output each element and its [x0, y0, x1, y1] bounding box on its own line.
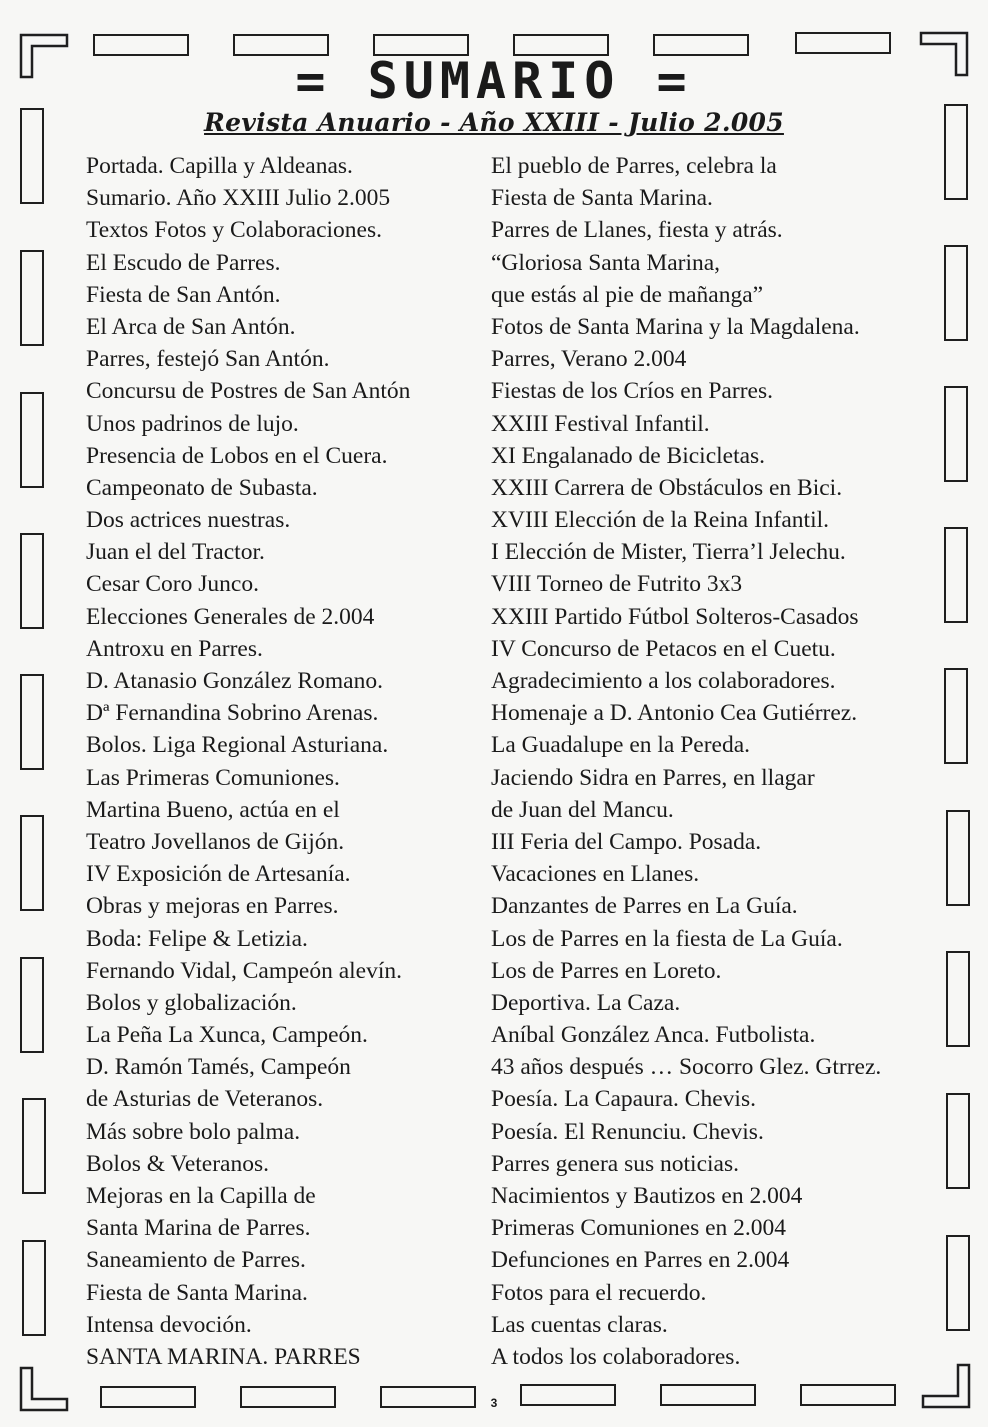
contents-entry: Antroxu en Parres.	[86, 635, 263, 662]
contents-entry: Parres de Llanes, fiesta y atrás.	[491, 217, 783, 244]
contents-entry: Boda: Felipe & Letizia.	[86, 925, 308, 952]
border-box	[944, 527, 968, 623]
contents-entry: Saneamiento de Parres.	[86, 1247, 306, 1274]
contents-entry: I Elección de Mister, Tierra’l Jelechu.	[491, 539, 846, 566]
page-title: = SUMARIO =	[295, 52, 693, 110]
border-box	[22, 1240, 46, 1336]
contents-entry: Aníbal González Anca. Futbolista.	[491, 1022, 816, 1049]
contents-entry: Fiesta de Santa Marina.	[86, 1279, 308, 1306]
border-box	[944, 245, 968, 341]
contents-entry: “Gloriosa Santa Marina,	[491, 249, 721, 276]
page-number: 3	[490, 1396, 498, 1410]
contents-entry: Fiesta de San Antón.	[86, 281, 281, 308]
contents-entry: Parres, Verano 2.004	[491, 346, 687, 373]
contents-entry: La Guadalupe en la Pereda.	[491, 732, 751, 759]
contents-entry: Las Primeras Comuniones.	[86, 764, 340, 791]
contents-entry: La Peña La Xunca, Campeón.	[86, 1022, 368, 1049]
border-box	[20, 392, 44, 488]
contents-entry: Textos Fotos y Colaboraciones.	[86, 217, 382, 244]
contents-entry: Santa Marina de Parres.	[86, 1215, 311, 1242]
contents-entry: Fiesta de Santa Marina.	[491, 185, 713, 212]
contents-entry: SANTA MARINA. PARRES	[86, 1343, 361, 1370]
contents-entry: Los de Parres en Loreto.	[491, 957, 722, 984]
contents-entry: Juan el del Tractor.	[86, 539, 265, 566]
contents-entry: IV Exposición de Artesanía.	[86, 861, 351, 888]
contents-entry: Poesía. La Capaura. Chevis.	[491, 1086, 756, 1113]
contents-entry: Cesar Coro Junco.	[86, 571, 259, 598]
contents-entry: Presencia de Lobos en el Cuera.	[86, 442, 388, 469]
border-box	[20, 815, 44, 911]
border-box	[946, 810, 970, 906]
contents-entry: Parres, festejó San Antón.	[86, 346, 330, 373]
border-box	[946, 1235, 970, 1331]
contents-entry: XI Engalanado de Bicicletas.	[491, 442, 766, 469]
contents-entry: Nacimientos y Bautizos en 2.004	[491, 1183, 803, 1209]
contents-entry: El Escudo de Parres.	[86, 249, 281, 276]
contents-entry: Obras y mejoras en Parres.	[86, 893, 339, 920]
contents-left-column	[86, 150, 410, 1373]
contents-entry: Defunciones en Parres en 2.004	[491, 1247, 790, 1274]
contents-entry: Dª Fernandina Sobrino Arenas.	[86, 700, 379, 727]
border-box	[22, 1098, 46, 1194]
contents-entry: Elecciones Generales de 2.004	[86, 603, 375, 630]
border-box	[20, 674, 44, 770]
border-box	[946, 1093, 970, 1189]
border-box	[944, 386, 968, 482]
border-box	[20, 250, 44, 346]
contents-entry: Unos padrinos de lujo.	[86, 410, 299, 437]
contents-entry: VIII Torneo de Futrito 3x3	[491, 571, 743, 598]
page-subtitle: Revista Anuario - Año XXIII - Julio 2.005	[204, 108, 784, 137]
contents-entry: Bolos. Liga Regional Asturiana.	[86, 732, 389, 759]
contents-entry: Dos actrices nuestras.	[86, 507, 291, 534]
contents-entry: de Juan del Mancu.	[491, 796, 674, 823]
contents-entry: XXIII Partido Fútbol Solteros-Casados	[491, 603, 859, 630]
border-box	[944, 668, 968, 764]
contents-entry: El pueblo de Parres, celebra la	[491, 153, 777, 179]
border-box	[20, 533, 44, 629]
contents-entry: Fotos de Santa Marina y la Magdalena.	[491, 313, 860, 340]
contents-entry: Las cuentas claras.	[491, 1311, 668, 1338]
contents-entry: Mejoras en la Capilla de	[86, 1183, 316, 1209]
contents-entry: XVIII Elección de la Reina Infantil.	[491, 507, 829, 534]
contents-entry: IV Concurso de Petacos en el Cuetu.	[491, 635, 836, 662]
contents-entry: XXIII Festival Infantil.	[491, 410, 710, 437]
contents-entry: Homenaje a D. Antonio Cea Gutiérrez.	[491, 700, 858, 727]
contents-entry: Concursu de Postres de San Antón	[86, 378, 411, 405]
contents-entry: 43 años después … Socorro Glez. Gtrrez.	[491, 1054, 882, 1081]
contents-entry: Fernando Vidal, Campeón alevín.	[86, 957, 402, 984]
border-box	[20, 957, 44, 1053]
contents-entry: Poesía. El Renunciu. Chevis.	[491, 1118, 764, 1145]
contents-entry: Bolos y globalización.	[86, 989, 297, 1016]
contents-entry: XXIII Carrera de Obstáculos en Bici.	[491, 474, 843, 501]
contents-entry: Campeonato de Subasta.	[86, 474, 318, 501]
contents-right-column	[491, 150, 881, 1373]
contents-entry: III Feria del Campo. Posada.	[491, 828, 762, 855]
contents-entry: A todos los colaboradores.	[491, 1343, 741, 1370]
contents-entry: D. Ramón Tamés, Campeón	[86, 1054, 351, 1081]
contents-entry: Teatro Jovellanos de Gijón.	[86, 828, 345, 855]
contents-entry: Vacaciones en Llanes.	[491, 861, 700, 888]
contents-entry: D. Atanasio González Romano.	[86, 668, 383, 694]
contents-entry: Jaciendo Sidra en Parres, en llagar	[491, 764, 815, 791]
contents-entry: El Arca de San Antón.	[86, 313, 296, 340]
contents-entry: Portada. Capilla y Aldeanas.	[86, 153, 353, 179]
contents-entry: Primeras Comuniones en 2.004	[491, 1215, 787, 1242]
contents-entry: Parres genera sus noticias.	[491, 1150, 739, 1177]
contents-entry: Más sobre bolo palma.	[86, 1118, 301, 1145]
contents-entry: Los de Parres en la fiesta de La Guía.	[491, 925, 843, 952]
contents-entry: Agradecimiento a los colaboradores.	[491, 668, 836, 694]
contents-entry: que estás al pie de mañanga”	[491, 281, 764, 308]
contents-entry: Bolos & Veteranos.	[86, 1150, 269, 1177]
contents-entry: Danzantes de Parres en La Guía.	[491, 893, 798, 920]
border-box	[946, 951, 970, 1047]
border-box	[795, 32, 891, 54]
contents-entry: Martina Bueno, actúa en el	[86, 796, 340, 823]
contents-entry: de Asturias de Veteranos.	[86, 1086, 324, 1113]
contents-entry: Intensa devoción.	[86, 1311, 252, 1338]
contents-entry: Sumario. Año XXIII Julio 2.005	[86, 185, 391, 212]
contents-entry: Fotos para el recuerdo.	[491, 1279, 707, 1306]
contents-entry: Fiestas de los Críos en Parres.	[491, 378, 773, 405]
contents-entry: Deportiva. La Caza.	[491, 989, 681, 1016]
